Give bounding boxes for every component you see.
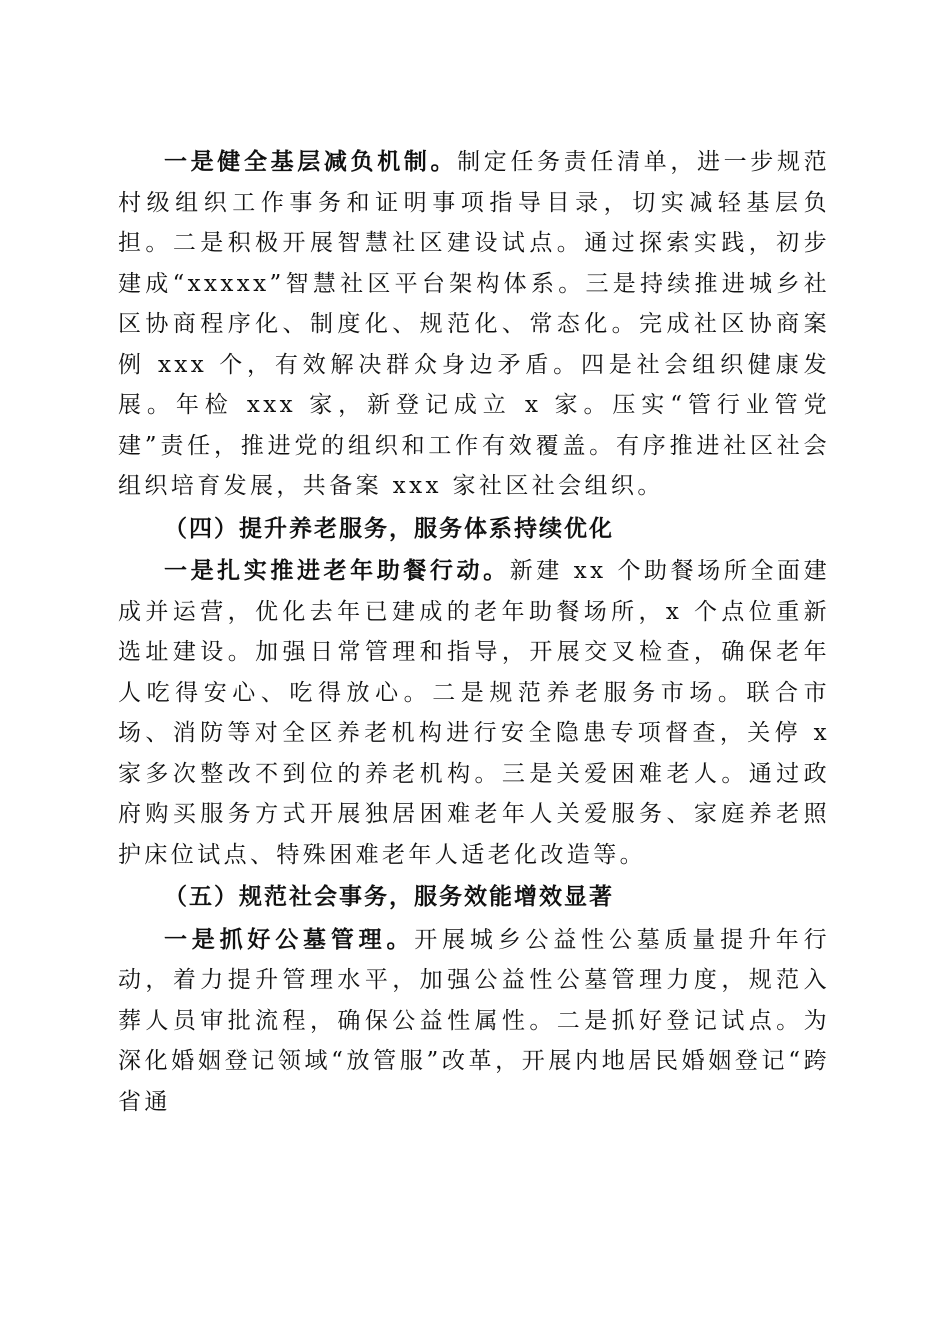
paragraph-social-affairs [118, 920, 830, 1123]
paragraph-text: 开展城乡公益性公墓质量提升年行动，着力提升管理水平，加强公益性公墓管理力度，规范入葬人员审批流程，确保公益性属性。二是抓好登记试点。为深化婚姻登记领域“放管服”改革，开展内地居民婚姻登记“跨省通 [118, 926, 830, 1115]
paragraph-text: 制定任务责任清单，进一步规范村级组织工作事务和证明事项指导目录，切实减轻基层负担。二是积极开展智慧社区建设试点。通过探索实践，初步建成“xxxxx”智慧社区平台架构体系。三是持续推进城乡社区协商程序化、制度化、规范化、常态化。完成社区协商案例 xxx 个，有效解决群众身边矛盾。四是社会组织健康发展。年检 xxx 家，新登记成立 x 家。压实“管行业管党建”责任，推进党的组织和工作有效覆盖。有序推进社区社会组织培育发展，共备案 xxx 家社区社会组织。 [118, 149, 830, 499]
section-heading-elderly-care: （四）提升养老服务，服务体系持续优化 [164, 514, 614, 542]
section-heading-social-affairs: （五）规范社会事务，服务效能增效显著 [164, 883, 614, 910]
paragraph-grassroots [118, 142, 830, 507]
document-body [118, 142, 830, 1122]
paragraph-elderly-care [118, 551, 830, 875]
paragraph-lead: 一是抓好公墓管理。 [164, 925, 415, 953]
paragraph-lead: 一是扎实推进老年助餐行动。 [164, 557, 510, 584]
paragraph-lead: 一是健全基层减负机制。 [164, 148, 458, 175]
paragraph-text: 新建 xx 个助餐场所全面建成并运营，优化去年已建成的老年助餐场所，x 个点位重新选址建设。加强日常管理和指导，开展交叉检查，确保老年人吃得安心、吃得放心。二是规范养老服务市场。联合市场、消防等对全区养老机构进行安全隐患专项督查，关停 x 家多次整改不到位的养老机构。三是关爱困难老人。通过政府购买服务方式开展独居困难老年人关爱服务、家庭养老照护床位试点、特殊困难老年人适老化改造等。 [118, 558, 831, 868]
